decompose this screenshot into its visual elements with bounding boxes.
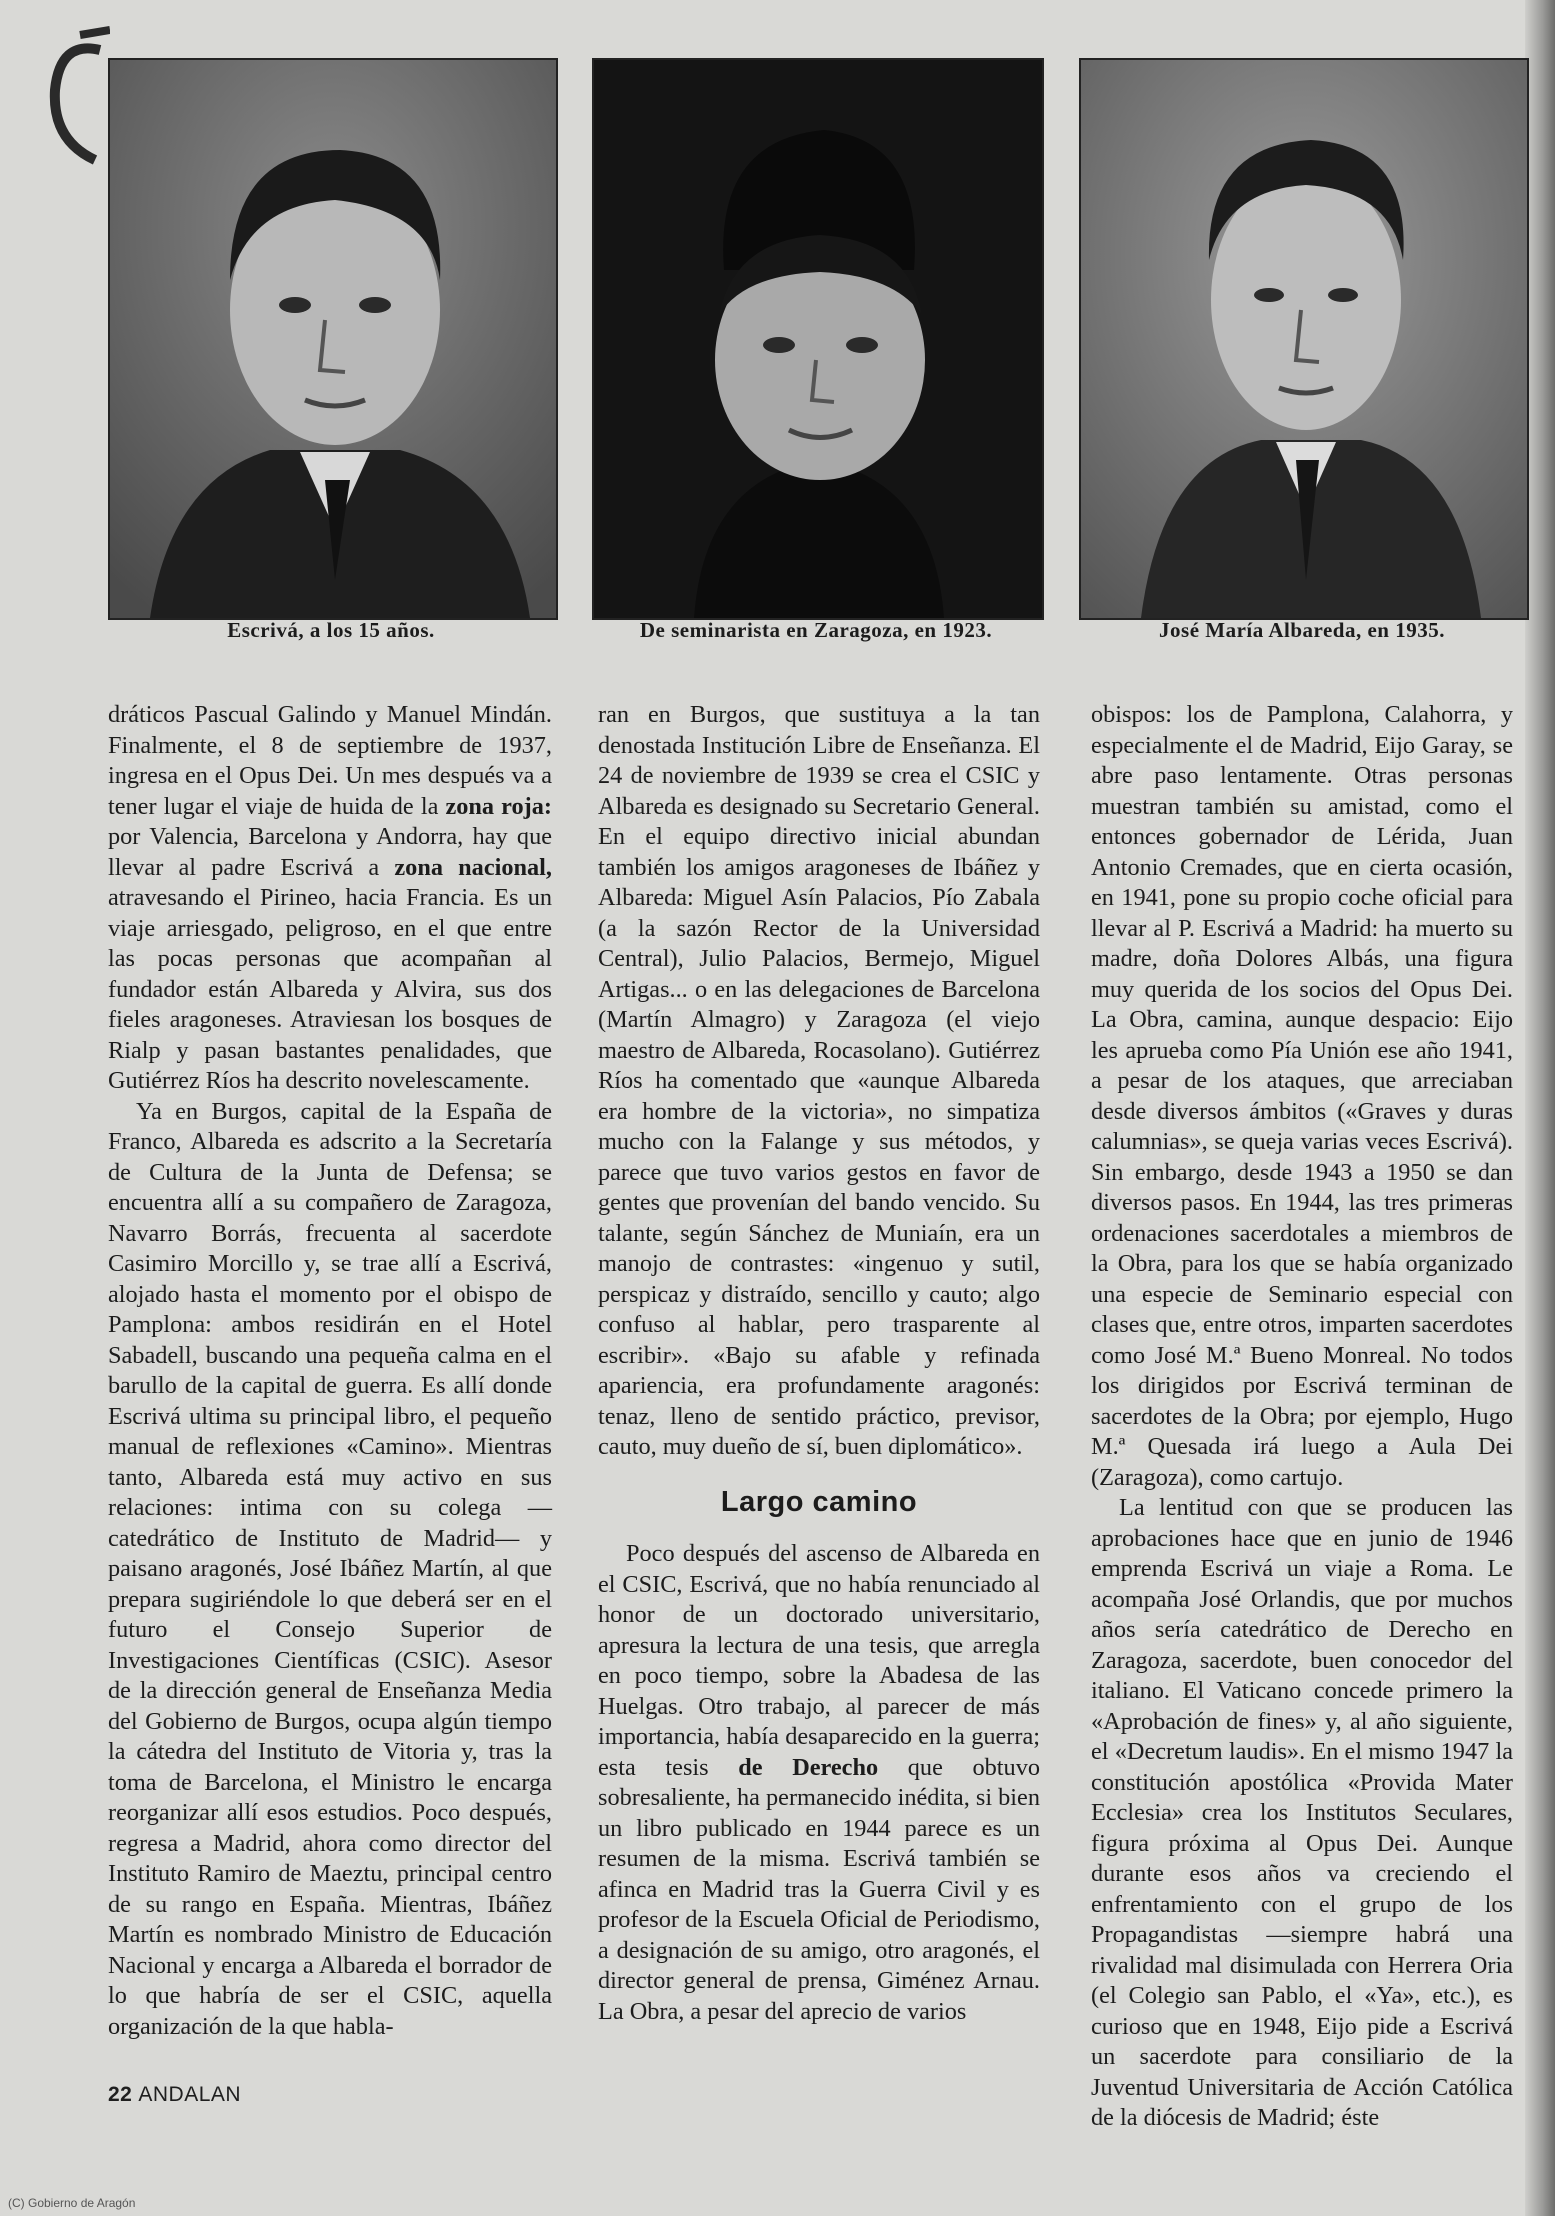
publication-name: ANDALAN: [138, 2083, 242, 2106]
page-footer: [108, 2083, 241, 2107]
photo-escriva-15: [108, 58, 558, 620]
photo-albareda: [1079, 58, 1529, 620]
caption-photo-2: De seminarista en Zaragoza, en 1923.: [639, 618, 993, 642]
bleed-through-mark: [40, 20, 110, 190]
photo-seminarista: [592, 58, 1044, 620]
caption-photo-1: Escrivá, a los 15 años.: [227, 618, 435, 642]
article-column-2: ran en Burgos, que sustituya a la tan denostada Institución Libre de Enseñanza. El 24 de noviembre de 1939 se crea el CSIC y Albareda es designado su Secretario General. En el equipo directivo inicial abundan también los amigos aragoneses de Ibáñez y Albareda: Miguel Asín Palacios, Pío Zabala (a la sazón Rector de la Universidad Central), Julio Palacios, Bermejo, Miguel Artigas... o en las delegaciones de Barcelona (Martín Almagro) y Zaragoza (el viejo maestro de Albareda, Rocasolano). Gutiérrez Ríos ha comentado que «aunque Albareda era hombre de la victoria», no simpatiza mucho con la Falange y sus métodos, y parece que tuvo varios gestos en favor de gentes que provenían del bando vencido. Su talante, según Sánchez de Muniaín, era un manojo de contrastes: «ingenuo y sutil, perspicaz y distraído, sencillo y cauto; algo confuso al hablar, pero trasparente al escribir». «Bajo su afable y refinada apariencia, era profundamente aragonés: tenaz, lleno de sentido práctico, previsor, cauto, muy dueño de sí, buen diplomático». Largo camino Poco después del ascenso de Albareda en el CSIC, Escrivá, que no había renunciado al honor de un doctorado universitario, apresura la lectura de una tesis, que arregla en poco tiempo, sobre la Abadesa de las Huelgas. Otro trabajo, al parecer de más importancia, había desaparecido en la guerra; esta tesis de Derecho que obtuvo sobresaliente, ha permanecido inédita, si bien un libro publicado en 1944 parece es un resumen de la misma. Escrivá también se afinca en Madrid tras la Guerra Civil y es profesor de la Escuela Oficial de Periodismo, a designación de su amigo, otro aragonés, el director general de prensa, Giménez Arnau. La Obra, a pesar del aprecio de varios: [598, 701, 1040, 2025]
article-column-3: obispos: los de Pamplona, Calahorra, y especialmente el de Madrid, Eijo Garay, se abre paso lentamente. Otras personas muestran también su amistad, como el entonces gobernador de Lérida, Juan Antonio Cremades, que en cierta ocasión, en 1941, pone su propio coche oficial para llevar al P. Escrivá a Madrid: ha muerto su madre, doña Dolores Albás, una figura muy querida de los socios del Opus Dei. La Obra, camina, aunque despacio: Eijo les aprueba como Pía Unión ese año 1941, a pesar de los ataques, que arreciaban desde diversos ámbitos («Graves y duras calumnias», se queja varias veces Escrivá). Sin embargo, desde 1943 a 1950 se dan diversos pasos. En 1944, las tres primeras ordenaciones sacerdotales a miembros de la Obra, para los que se había organizado una especie de Seminario especial con clases que, entre otros, imparten sacerdotes como José M.ª Bueno Monreal. No todos los dirigidos por Escrivá terminan de sacerdotes de la Obra; por ejemplo, Hugo M.ª Quesada irá luego a Aula Dei (Zaragoza), como cartujo. La lentitud con que se producen las aprobaciones hace que en junio de 1946 emprenda Escrivá un viaje a Roma. Le acompaña José Orlandis, que por muchos años sería catedrático de Derecho en Zaragoza, sacerdote, buen conocedor del italiano. El Vaticano concede primero la «Aprobación de fines» y, al año siguiente, el «Decretum laudis». En el mismo 1947 la constitución apostólica «Provida Mater Ecclesia» crea los Institutos Seculares, figura próxima al Opus Dei. Aunque durante esos años va creciendo el enfrentamiento con el grupo de los Propagandistas —siempre habrá una rivalidad mal disimulada con Herrera Oria (el Colegio san Pablo, el «Ya», etc.), es curioso que en 1948, Eijo pide a Escrivá un sacerdote para consiliario de la Juventud Universitaria de Acción Católica de la diócesis de Madrid; éste: [1091, 701, 1513, 2131]
page-number: 22: [108, 2083, 133, 2106]
section-heading: Largo camino: [720, 1485, 918, 1518]
copyright-notice: (C) Gobierno de Aragón: [8, 2196, 136, 2210]
caption-photo-3: José María Albareda, en 1935.: [1159, 618, 1445, 642]
article-column-1: dráticos Pascual Galindo y Manuel Mindán. Finalmente, el 8 de septiembre de 1937, ingresa en el Opus Dei. Un mes después va a tener lugar el viaje de huida de la zona roja: por Valencia, Barcelona y Andorra, hay que llevar al padre Escrivá a zona nacional, atravesando el Pirineo, hacia Francia. Es un viaje arriesgado, peligroso, en el que entre las pocas personas que acompañan al fundador están Albareda y Alvira, sus dos fieles aragoneses. Atraviesan los bosques de Rialp y pasan bastantes penalidades, que Gutiérrez Ríos ha descrito novelescamente. Ya en Burgos, capital de la España de Franco, Albareda es adscrito a la Secretaría de Cultura de la Junta de Defensa; se encuentra allí a su compañero de Zaragoza, Navarro Borrás, frecuenta al sacerdote Casimiro Morcillo y, se trae allí a Escrivá, alojado hasta el momento por el obispo de Pamplona: ambos residirán en el Hotel Sabadell, buscando una pequeña calma en el barullo de la capital de guerra. Es allí donde Escrivá ultima su principal libro, el pequeño manual de reflexiones «Camino». Mientras tanto, Albareda está muy activo en sus relaciones: intima con su colega —catedrático de Instituto de Madrid— y paisano aragonés, José Ibáñez Martín, al que prepara sugiriéndole lo que deberá ser en el futuro el Consejo Superior de Investigaciones Científicas (CSIC). Asesor de la dirección general de Enseñanza Media del Gobierno de Burgos, ocupa algún tiempo la cátedra del Instituto de Vitoria y, tras la toma de Barcelona, el Ministro le encarga reorganizar allí esos estudios. Poco después, regresa a Madrid, ahora como director del Instituto Ramiro de Maeztu, principal centro de su rango en España. Mientras, Ibáñez Martín es nombrado Ministro de Educación Nacional y encarga a Albareda el borrador de lo que habría de ser el CSIC, aquella organización de la que habla-: [108, 701, 553, 2040]
page-binding-edge: [1525, 0, 1555, 2216]
